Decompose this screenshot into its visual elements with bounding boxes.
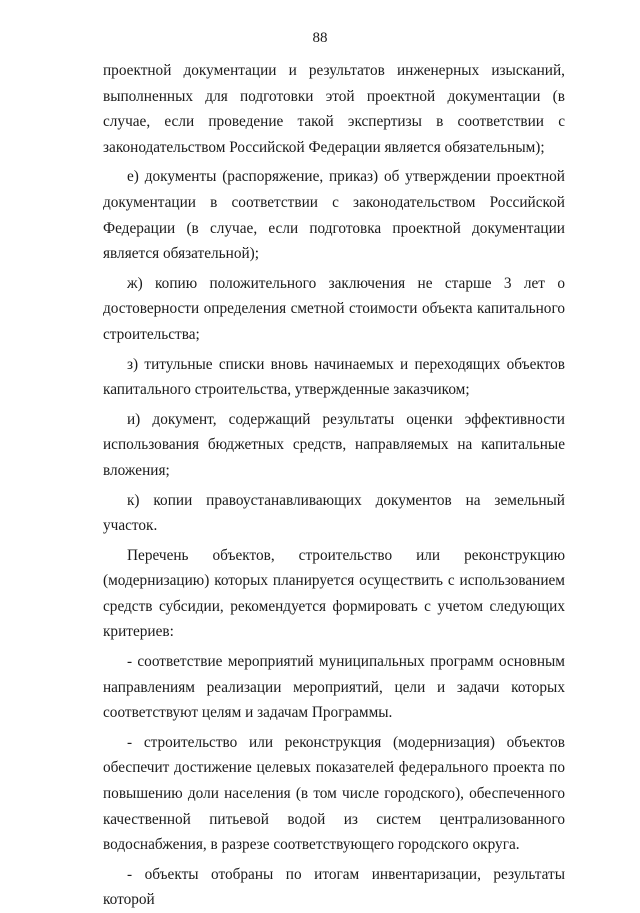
- paragraph-item-zh: ж) копию положительного заключения не старше 3 лет о достоверности определения сметной стоимости объекта капитального строительства;: [103, 274, 565, 343]
- paragraph-criterion-3: - объекты отобраны по итогам инвентаризации, результаты которой: [103, 865, 565, 909]
- paragraph-continuation: проектной документации и результатов инженерных изысканий, выполненных для подготовки этой проектной документации (в случае, если проведение такой экспертизы в соответствии с законодательством Российской Федерации является обязательным);: [103, 62, 565, 156]
- paragraph-criterion-2: - строительство или реконструкция (модернизация) объектов обеспечит достижение целевых показателей федерального проекта по повышению доли населения (в том числе городского), обеспеченного качественной питьевой водой из систем централизованного водоснабжения, в разрезе соответствующего городского округа.: [103, 733, 565, 854]
- page-number: 88: [312, 30, 328, 46]
- document-body: [103, 58, 565, 913]
- paragraph-item-e: е) документы (распоряжение, приказ) об утверждении проектной документации в соответствии с законодательством Российской Федерации (в случае, если подготовка проектной документации является обязательной);: [103, 168, 565, 263]
- paragraph-item-i: и) документ, содержащий результаты оценки эффективности использования бюджетных средств, направляемых на капитальные вложения;: [103, 410, 565, 479]
- paragraph-item-z: з) титульные списки вновь начинаемых и переходящих объектов капитального строительства, утвержденные заказчиком;: [103, 355, 565, 399]
- paragraph-criteria-intro: Перечень объектов, строительство или реконструкцию (модернизацию) которых планируется осуществить с использованием средств субсидии, рекомендуется формировать с учетом следующих критериев:: [103, 546, 565, 641]
- paragraph-item-k: к) копии правоустанавливающих документов на земельный участок.: [103, 491, 565, 535]
- paragraph-criterion-1: - соответствие мероприятий муниципальных программ основным направлениям реализации мероприятий, цели и задачи которых соответствуют целям и задачам Программы.: [103, 653, 565, 722]
